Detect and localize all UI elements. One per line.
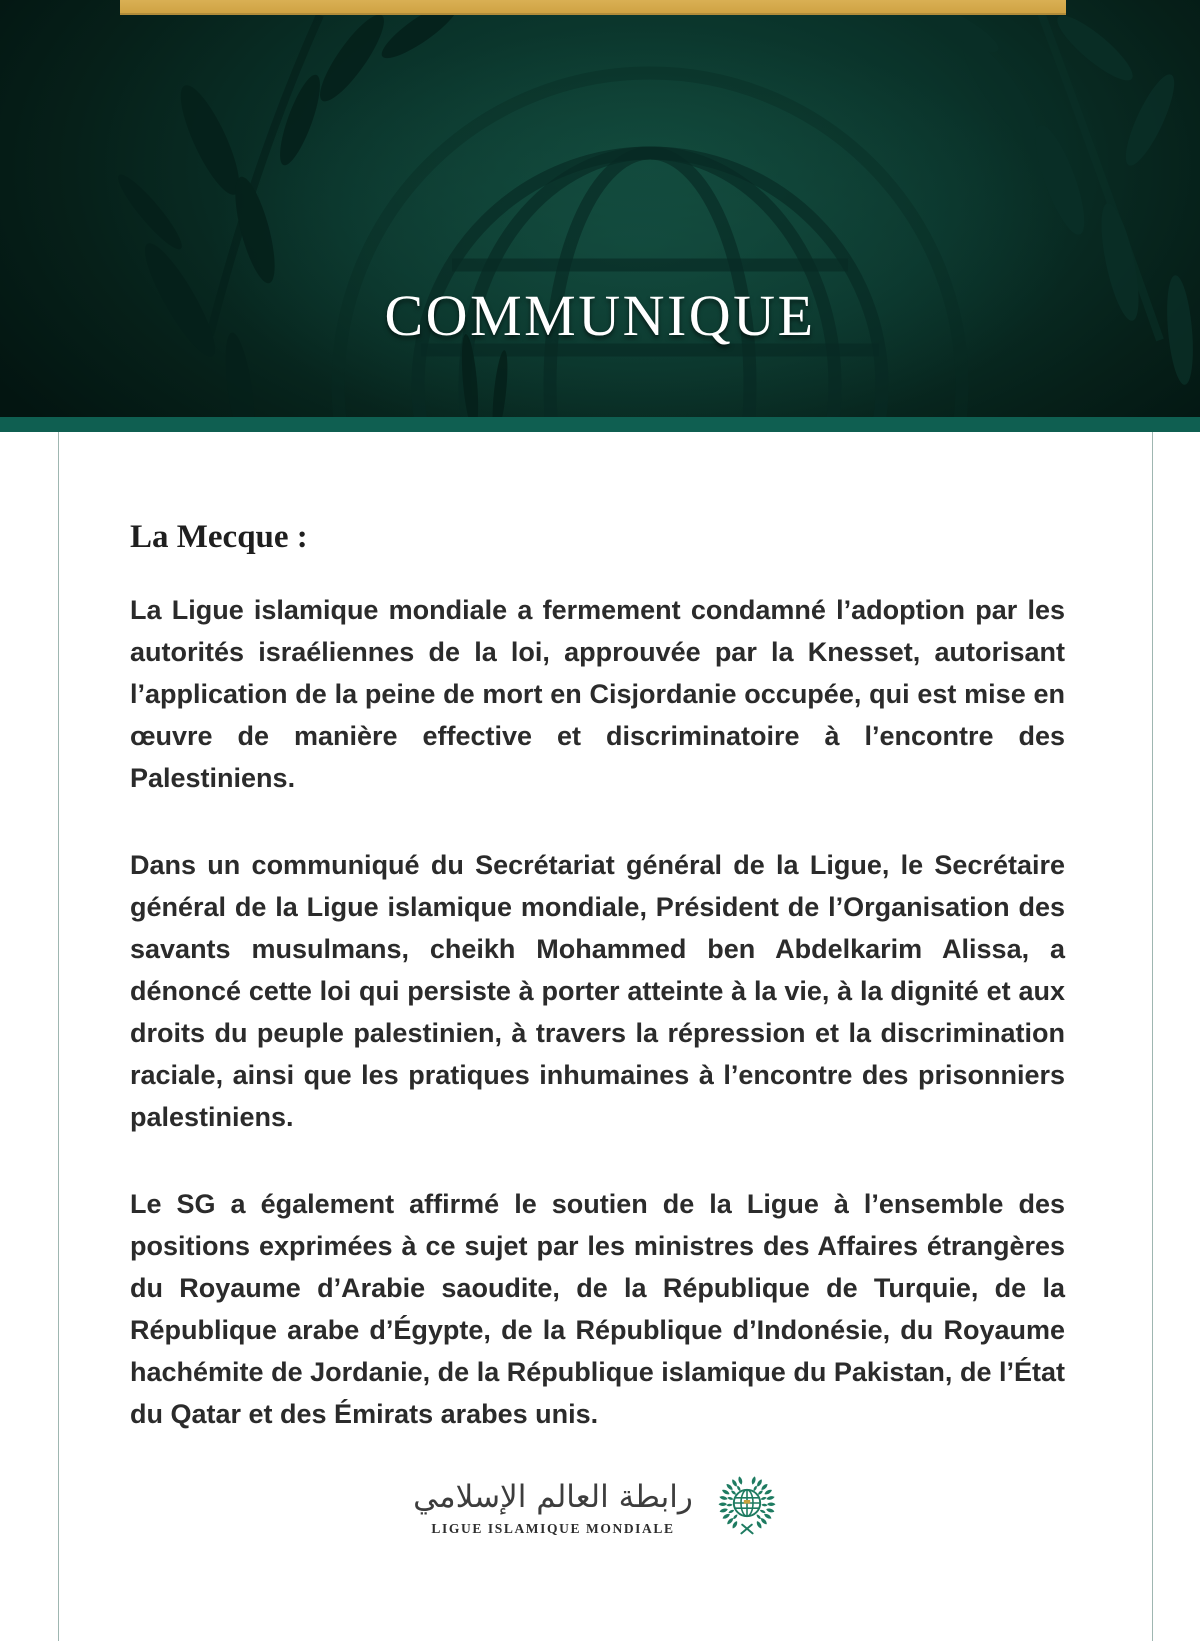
right-margin-rule [1152, 432, 1153, 1641]
logo-caption: LIGUE ISLAMIQUE MONDIALE [431, 1520, 675, 1536]
leaf-globe-background [0, 0, 1200, 417]
paragraph-1: La Ligue islamique mondiale a fermement condamné l’adoption par les autorités israéliennes de la loi, approuvée par la Knesset, autorisant l’application de la peine de mort en Cisjordanie occupée, qui est mise en œuvre de manière effective et discriminatoire à l’encontre des Palestiniens. [130, 594, 1065, 793]
page-title: COMMUNIQUE [384, 283, 816, 348]
laurel-globe-emblem-icon [707, 1464, 787, 1550]
teal-divider [0, 417, 1200, 432]
organization-logo [0, 1464, 1200, 1550]
paragraph-2: Dans un communiqué du Secrétariat général de la Ligue, le Secrétaire général de la Ligue islamique mondiale, Président de l’Organisation des savants musulmans, cheikh Mohammed ben Abdelkarim Alissa, a dénoncé cette loi qui persiste à porter atteinte à la vie, à la dignité et aux droits du peuple palestinien, à travers la répression et la discrimination raciale, ainsi que les pratiques inhumaines à l’encontre des prisonniers palestiniens. [130, 849, 1065, 1132]
document-body [0, 432, 1200, 1641]
header-banner [0, 0, 1200, 417]
logo-arabic-calligraphy: رابطة العالم الإسلامي [413, 1479, 693, 1516]
dateline-heading: La Mecque : [130, 519, 308, 555]
communique-text [130, 519, 1065, 1480]
left-margin-rule [58, 432, 59, 1641]
paragraph-3: Le SG a également affirmé le soutien de la Ligue à l’ensemble des positions exprimées à ce sujet par les ministres des Affaires étrangères du Royaume d’Arabie saoudite, de la République de Turquie, de la République arabe d’Égypte, de la République d’Indonésie, du Royaume hachémite de Jordanie, de la République islamique du Pakistan, de l’État du Qatar et des Émirats arabes unis. [130, 1188, 1065, 1429]
emblem-gold-center [744, 1500, 750, 1504]
logo-text-block [413, 1477, 693, 1536]
gold-accent-bar [120, 0, 1066, 15]
emblem-globe-icon [734, 1490, 760, 1516]
